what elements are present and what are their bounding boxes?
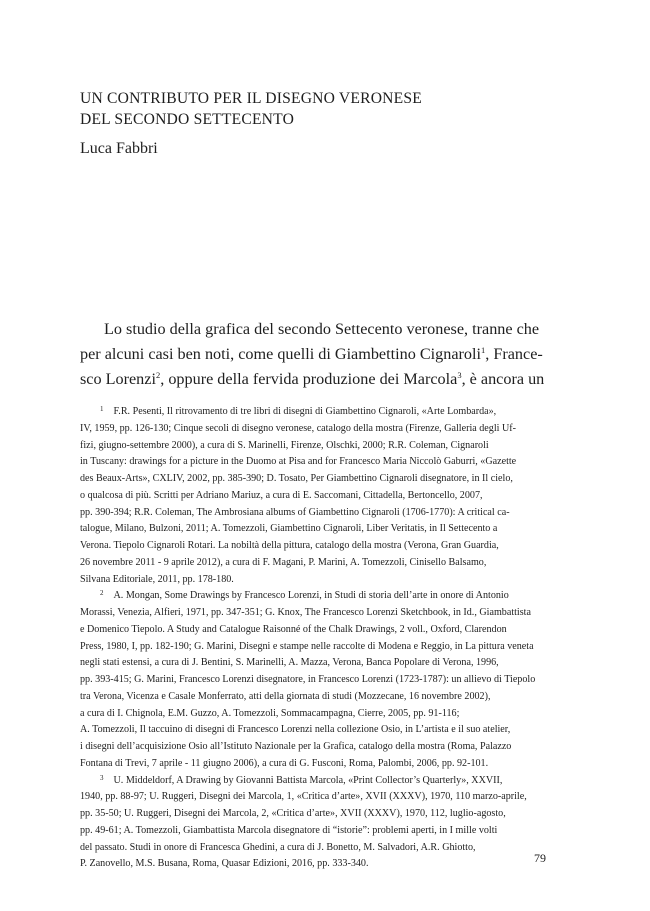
footnote-line: Press, 1980, I, pp. 182-190; G. Marini, Disegni e stampe nelle raccolte di Modena e Reggio, in La pittura veneta — [80, 640, 534, 652]
footnotes — [80, 404, 570, 873]
title-line-2: DEL SECONDO SETTECENTO — [80, 111, 295, 128]
article-title — [80, 88, 560, 130]
body-text-run: sco Lorenzi — [80, 369, 156, 388]
footnote-line: i disegni dell’acquisizione Osio all’Istituto Nazionale per la Grafica, catalogo della mostra (Roma, Palazzo — [80, 741, 512, 752]
footnote-text: F.R. Pesenti, Il ritrovamento di tre libri di disegni di Giambettino Cignaroli, «Arte Lombarda», — [113, 406, 497, 417]
footnote-line: P. Zanovello, M.S. Busana, Roma, Quasar Edizioni, 2016, pp. 333-340. — [80, 858, 369, 870]
footnote-line: des Beaux-Arts», CXLIV, 2002, pp. 385-390; D. Tosato, Per Giambettino Cignaroli disegnatore, in Il cielo, — [80, 473, 513, 484]
footnote-line: e Domenico Tiepolo. A Study and Catalogue Raisonné of the Chalk Drawings, 2 voll., Oxford, Clarendon — [80, 623, 507, 635]
footnote-line: pp. 393-415; G. Marini, Francesco Lorenzi disegnatore, in Francesco Lorenzi (1723-1787): un allievo di Tiepolo — [80, 674, 536, 685]
footnote-1 — [80, 404, 570, 588]
body-line-3 — [80, 367, 570, 392]
footnote-text: U. Middeldorf, A Drawing by Giovanni Battista Marcola, «Print Collector’s Quarterly», XXVII, — [113, 774, 503, 786]
footnote-number: 1 — [100, 405, 104, 413]
footnote-number: 3 — [100, 773, 104, 782]
footnote-line: pp. 390-394; R.R. Coleman, The Ambrosiana albums of Giambettino Cignaroli (1706-1770): A critical ca- — [80, 506, 510, 518]
footnote-line: pp. 35-50; U. Ruggeri, Disegni dei Marcola, 2, «Critica d’arte», XVII (XXXV), 1970, 112, luglio-agosto, — [80, 808, 506, 819]
footnote-line: pp. 49-61; A. Tomezzoli, Giambattista Marcola disegnatore di “istorie”: problemi aperti, in I mille volti — [80, 824, 498, 836]
footnote-line — [80, 588, 570, 605]
footnote-line: talogue, Milano, Bulzoni, 2011; A. Tomezzoli, Giambettino Cignaroli, Liber Veritatis, in Il Settecento a — [80, 523, 498, 535]
footnote-line: Verona. Tiepolo Cignaroli Rotari. La nobiltà della pittura, catalogo della mostra (Verona, Gran Guardia, — [80, 540, 499, 551]
body-text-run: per alcuni casi ben noti, come quelli di Giambettino Cignaroli — [80, 344, 481, 363]
footnote-number: 2 — [100, 589, 104, 598]
footnote-line: Morassi, Venezia, Alfieri, 1971, pp. 347-351; G. Knox, The Francesco Lorenzi Sketchbook, in Id., Giambattista — [80, 607, 531, 618]
footnote-text: A. Mongan, Some Drawings by Francesco Lorenzi, in Studi di storia dell’arte in onore di Antonio — [113, 590, 509, 602]
body-paragraph — [80, 317, 570, 391]
body-text-run: , è ancora un — [461, 369, 545, 388]
footnote-line: A. Tomezzoli, Il taccuino di disegni di Francesco Lorenzi nella collezione Osio, in L’artista e il suo atelier, — [80, 724, 511, 736]
author-name: Luca Fabbri — [80, 140, 158, 157]
footnote-line: IV, 1959, pp. 126-130; Cinque secoli di disegno veronese, catalogo della mostra (Firenze, Galleria degli Uf- — [80, 422, 516, 434]
footnote-line: negli stati estensi, a cura di J. Bentini, S. Marinelli, A. Mazza, Verona, Banca Popolare di Verona, 1996, — [80, 657, 499, 669]
footnote-line: in Tuscany: drawings for a picture in the Duomo at Pisa and for Francesco Maria Niccolò Gaburri, «Gazette — [80, 456, 517, 468]
footnote-line: del passato. Studi in onore di Francesca Ghedini, a cura di J. Bonetto, M. Salvadori, A.R. Ghiotto, — [80, 841, 476, 853]
footnote-ref-2[interactable]: 2 — [155, 369, 161, 380]
footnote-line: tra Verona, Vicenza e Casale Monferrato, atti della giornata di studi (Mozzecane, 16 novembre 2002), — [80, 690, 491, 702]
body-text-run: , France- — [485, 344, 543, 363]
footnote-line — [80, 773, 570, 790]
footnote-ref-3[interactable]: 3 — [457, 369, 462, 380]
footnote-line: o qualcosa di più. Scritti per Adriano Mariuz, a cura di E. Saccomani, Cittadella, Bertoncello, 2007, — [80, 489, 483, 501]
body-line-1: Lo studio della grafica del secondo Settecento veronese, tranne che — [104, 320, 540, 338]
page-number: 79 — [534, 851, 546, 865]
footnote-2 — [80, 588, 570, 772]
footnote-line: Fontana di Trevi, 7 aprile - 11 giugno 2006), a cura di G. Fusconi, Roma, Palombi, 2006, pp. 92-101. — [80, 757, 489, 769]
footnote-line: Silvana Editoriale, 2011, pp. 178-180. — [80, 573, 234, 585]
body-line-2 — [80, 342, 570, 367]
footnote-line: 1940, pp. 88-97; U. Ruggeri, Disegni dei Marcola, 1, «Critica d’arte», XVII (XXXV), 1970, 110 marzo-aprile, — [80, 791, 527, 803]
footnote-line — [80, 404, 570, 421]
title-line-1: UN CONTRIBUTO PER IL DISEGNO VERONESE — [80, 90, 422, 107]
footnote-line: a cura di I. Chignola, E.M. Guzzo, A. Tomezzoli, Sommacampagna, Cierre, 2005, pp. 91-116; — [80, 707, 460, 719]
footnote-ref-1[interactable]: 1 — [481, 344, 486, 355]
footnote-line: 26 novembre 2011 - 9 aprile 2012), a cura di F. Magani, P. Marini, A. Tomezzoli, Cinisello Balsamo, — [80, 556, 487, 568]
footnote-line: fizi, giugno-settembre 2000), a cura di S. Marinelli, Firenze, Olschki, 2000; R.R. Coleman, Cignaroli — [80, 439, 489, 451]
footnote-3 — [80, 773, 570, 874]
body-text-run: , oppure della fervida produzione dei Marcola — [160, 369, 458, 388]
